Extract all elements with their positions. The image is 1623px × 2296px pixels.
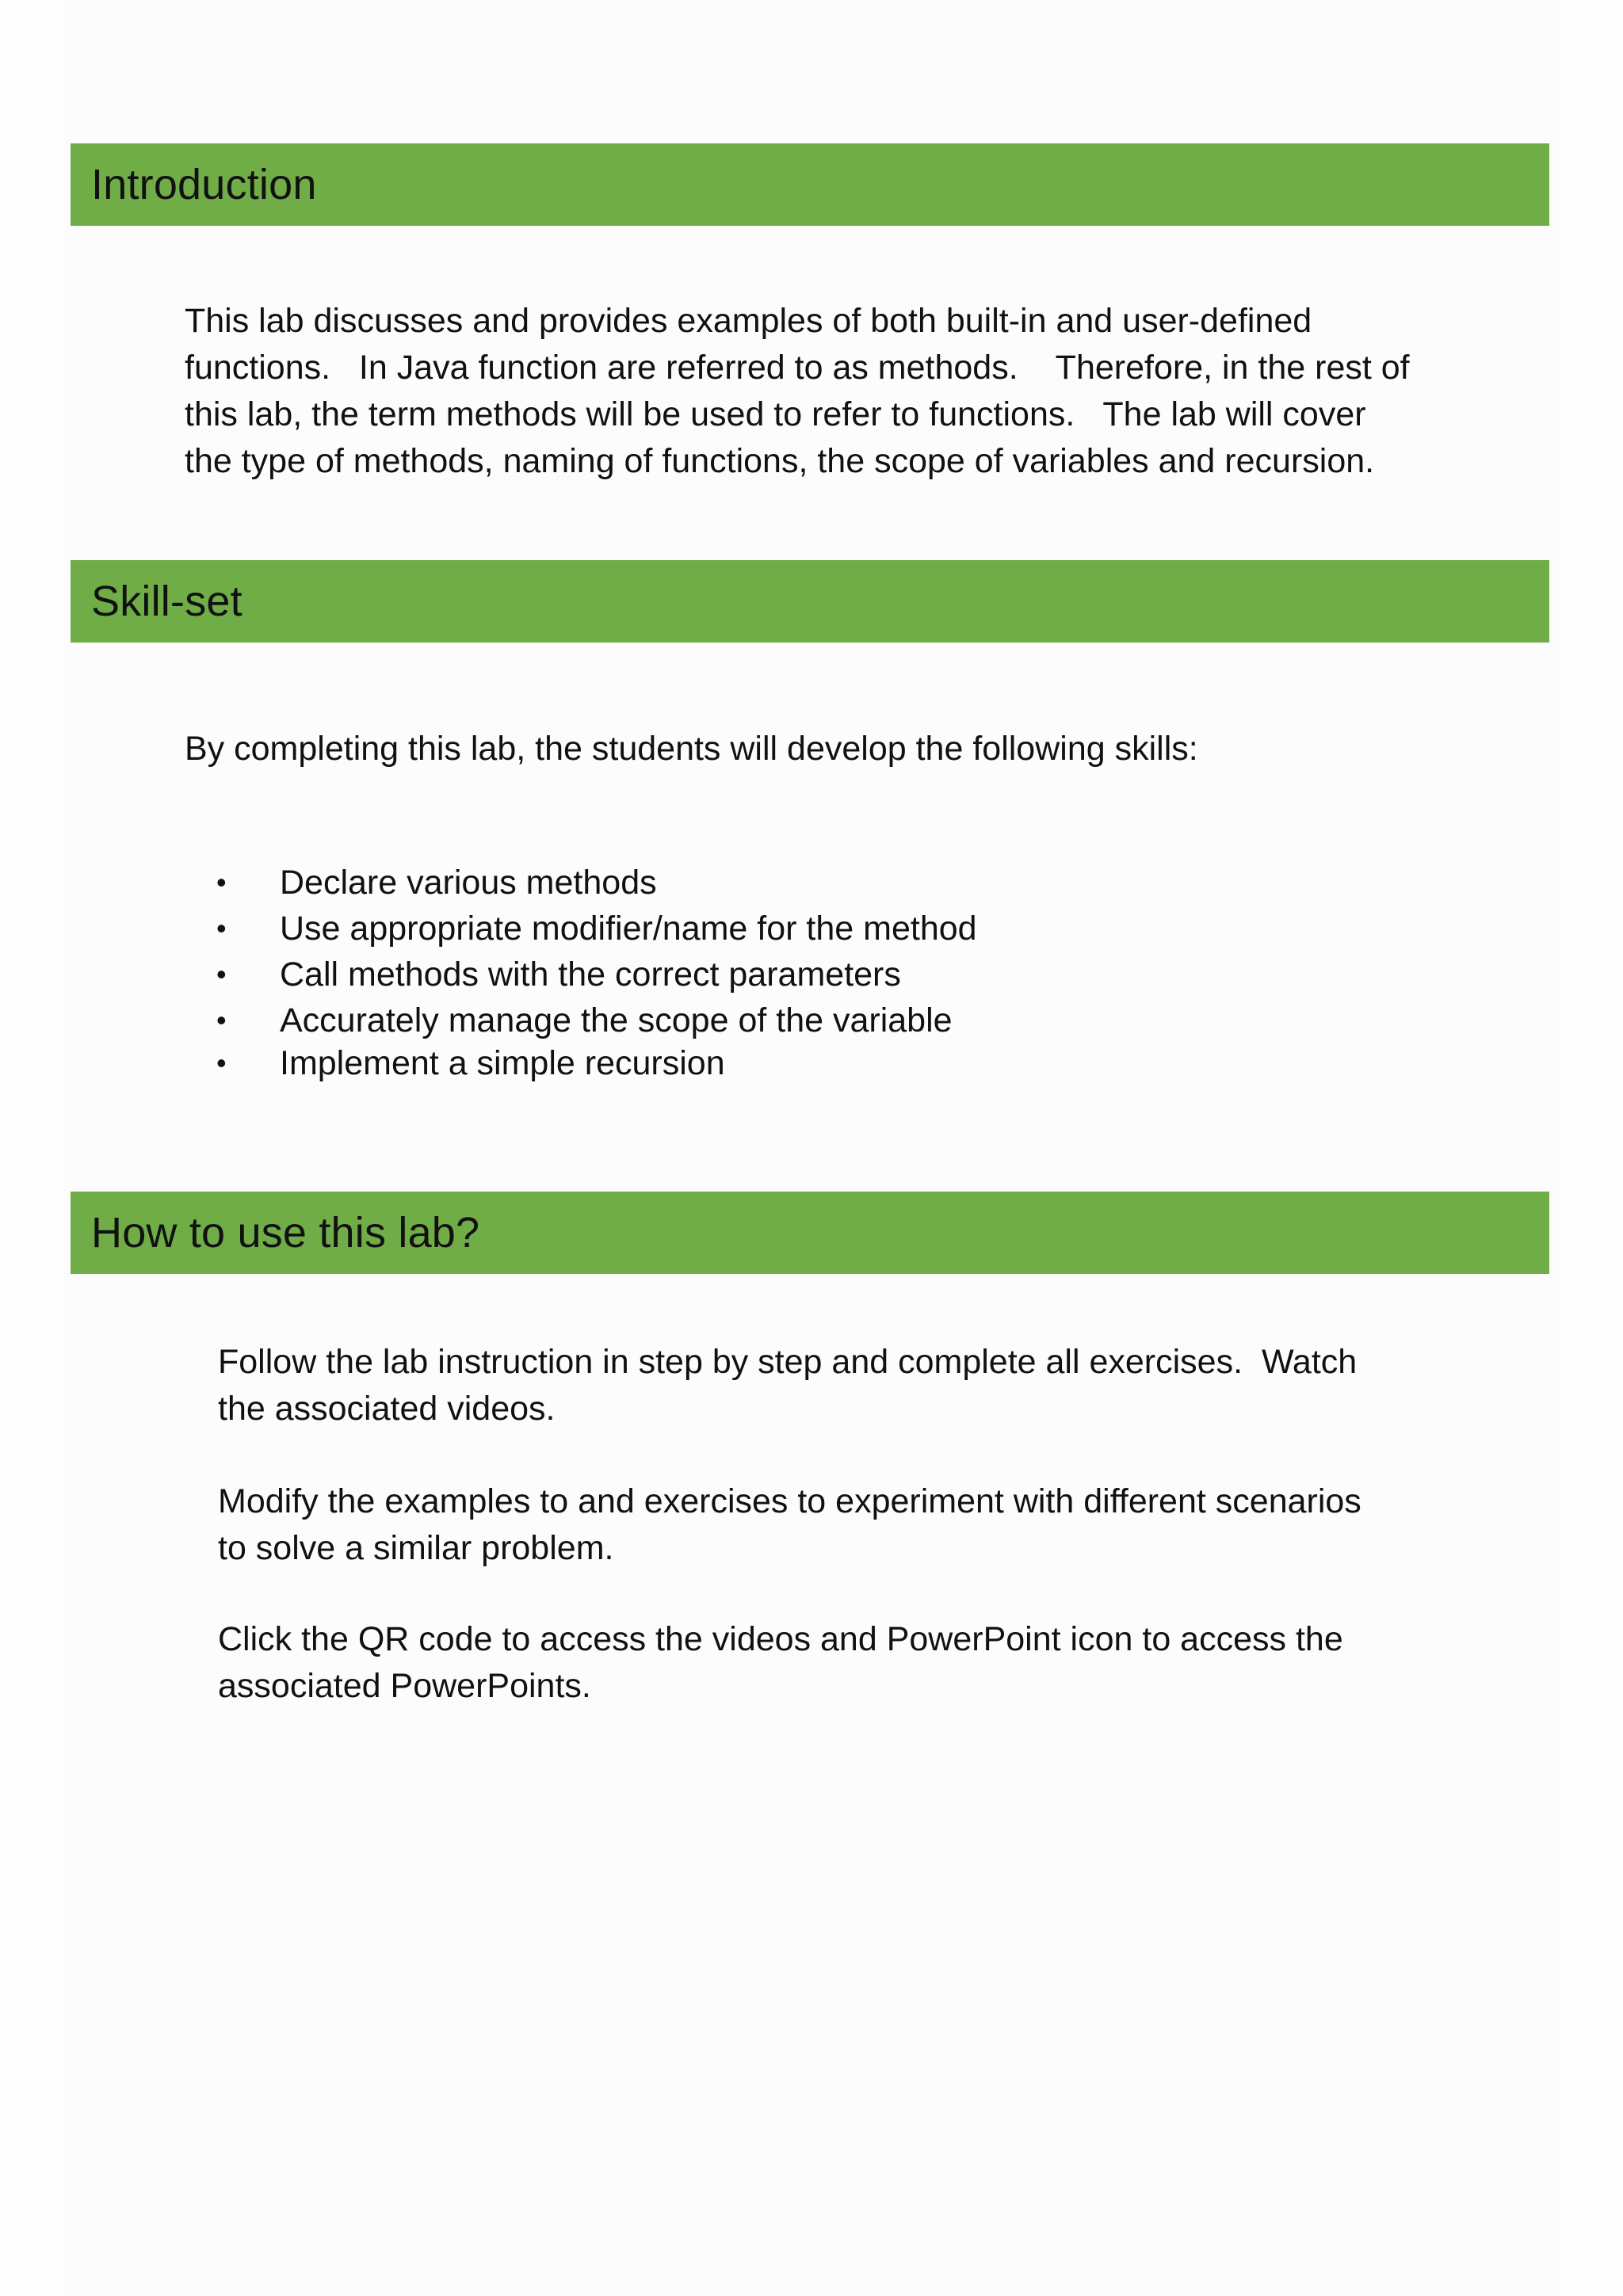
howto-header-bar: [71, 1192, 1549, 1274]
skill-item: [185, 860, 977, 906]
introduction-paragraph: This lab discusses and provides examples of both built-in and user-defined functions. In Java function are referred to as methods. Therefore, in the rest of this lab, the term methods will be used to refer to functions. The lab will cover the type of methods, naming of functions, the scope of variables and recursion.: [185, 302, 1410, 480]
introduction-header-bar: [71, 143, 1549, 226]
skill-item: [185, 997, 977, 1043]
skill-item-text: Declare various methods: [280, 864, 657, 902]
bullet-icon: •: [216, 1004, 227, 1036]
skill-item: [185, 906, 977, 952]
skillset-intro-paragraph: By completing this lab, the students will develop the following skills:: [185, 730, 1198, 768]
skill-item-text: Call methods with the correct parameters: [280, 955, 901, 994]
howto-paragraph-instructions: Follow the lab instruction in step by step and complete all exercises. Watch the associated videos.: [218, 1343, 1358, 1428]
introduction-heading: Introduction: [91, 161, 317, 208]
bullet-icon: •: [216, 1047, 227, 1079]
bullet-icon: •: [216, 912, 227, 944]
skill-item-text: Accurately manage the scope of the variable: [280, 1001, 953, 1039]
skill-item: [185, 952, 977, 997]
skill-item: [185, 1040, 977, 1086]
bullet-icon: •: [216, 958, 227, 990]
skills-list: [185, 860, 977, 1086]
howto-paragraph-modify: Modify the examples to and exercises to experiment with different scenarios to solve a similar problem.: [218, 1482, 1361, 1567]
howto-paragraph-resources: Click the QR code to access the videos and PowerPoint icon to access the associated PowerPoints.: [218, 1620, 1343, 1705]
skill-item-text: Implement a simple recursion: [280, 1044, 725, 1082]
skillset-header-bar: [71, 560, 1549, 643]
bullet-icon: •: [216, 866, 227, 898]
skillset-heading: Skill-set: [91, 578, 242, 625]
howto-heading: How to use this lab?: [91, 1209, 480, 1257]
skill-item-text: Use appropriate modifier/name for the method: [280, 910, 977, 948]
